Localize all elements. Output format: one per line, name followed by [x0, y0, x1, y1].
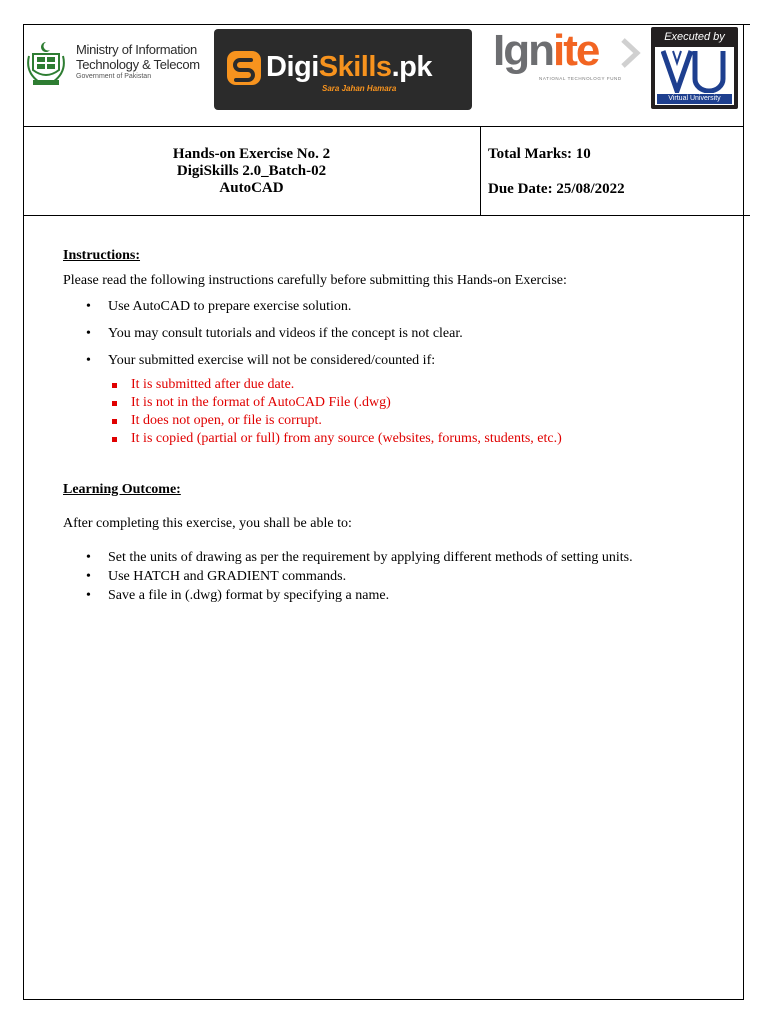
ignite-word-ign: Ign [493, 26, 553, 75]
moitt-line2: Technology & Telecom [76, 57, 200, 72]
ignite-chevron-icon [621, 38, 643, 68]
course-title: AutoCAD [219, 180, 284, 196]
condition-item: It does not open, or file is corrupt. [63, 412, 723, 430]
list-item: • Use HATCH and GRADIENT commands. [63, 569, 723, 585]
total-marks: Total Marks: 10 [488, 146, 591, 162]
vu-caption: Virtual University [657, 94, 732, 104]
ignite-logo [493, 26, 643, 92]
list-item: • Use AutoCAD to prepare exercise solution. [63, 299, 723, 315]
list-item: • Set the units of drawing as per the requirement by applying different methods of setting units. [63, 550, 723, 566]
list-item: • Your submitted exercise will not be considered/counted if: [63, 353, 723, 369]
title-divider [480, 127, 481, 215]
pakistan-emblem-icon [25, 40, 67, 88]
learning-intro: After completing this exercise, you shall be able to: [63, 516, 352, 531]
learning-list [63, 550, 723, 604]
instructions-list [63, 299, 723, 369]
vu-logo-box [655, 47, 734, 105]
moitt-logo [23, 34, 208, 94]
title-table [23, 127, 744, 216]
ignite-tagline: NATIONAL TECHNOLOGY FUND [539, 76, 622, 81]
exercise-title: Hands-on Exercise No. 2 [172, 146, 331, 162]
frame-tick-top [744, 24, 750, 25]
list-item: • Save a file in (.dwg) format by specifying a name. [63, 588, 723, 604]
moitt-line1: Ministry of Information [76, 42, 197, 57]
vu-mark-icon [661, 49, 728, 93]
digiskills-word-pk: .pk [391, 51, 432, 83]
learning-heading: Learning Outcome: [63, 482, 181, 497]
title-right-cell [488, 146, 625, 198]
digiskills-wordmark [266, 51, 432, 84]
vu-executed-by: Executed by [664, 31, 725, 43]
content-body [63, 248, 723, 604]
due-date: Due Date: 25/08/2022 [488, 181, 625, 197]
digiskills-tagline: Sara Jahan Hamara [322, 84, 397, 93]
digiskills-word-digi: Digi [266, 51, 319, 83]
condition-item: It is submitted after due date. [63, 376, 723, 394]
vu-logo [651, 27, 738, 109]
logo-header [23, 24, 744, 127]
title-left-cell [23, 146, 480, 197]
frame-tick-mid [744, 215, 750, 216]
digiskills-mark-icon [227, 51, 261, 85]
batch-title: DigiSkills 2.0_Batch-02 [176, 163, 327, 179]
list-item: • You may consult tutorials and videos if the concept is not clear. [63, 326, 723, 342]
moitt-line3: Government of Pakistan [76, 73, 152, 80]
instructions-intro: Please read the following instructions carefully before submitting this Hands-on Exercise: [63, 273, 567, 288]
instructions-heading: Instructions: [63, 248, 141, 263]
ignite-word-ite: ite [552, 26, 599, 75]
condition-item: It is not in the format of AutoCAD File (.dwg) [63, 394, 723, 412]
conditions-list [63, 376, 723, 448]
condition-item: It is copied (partial or full) from any source (websites, forums, students, etc.) [63, 430, 723, 448]
ignite-wordmark [493, 26, 598, 76]
digiskills-logo [214, 29, 472, 110]
digiskills-word-skills: Skills [318, 51, 392, 83]
